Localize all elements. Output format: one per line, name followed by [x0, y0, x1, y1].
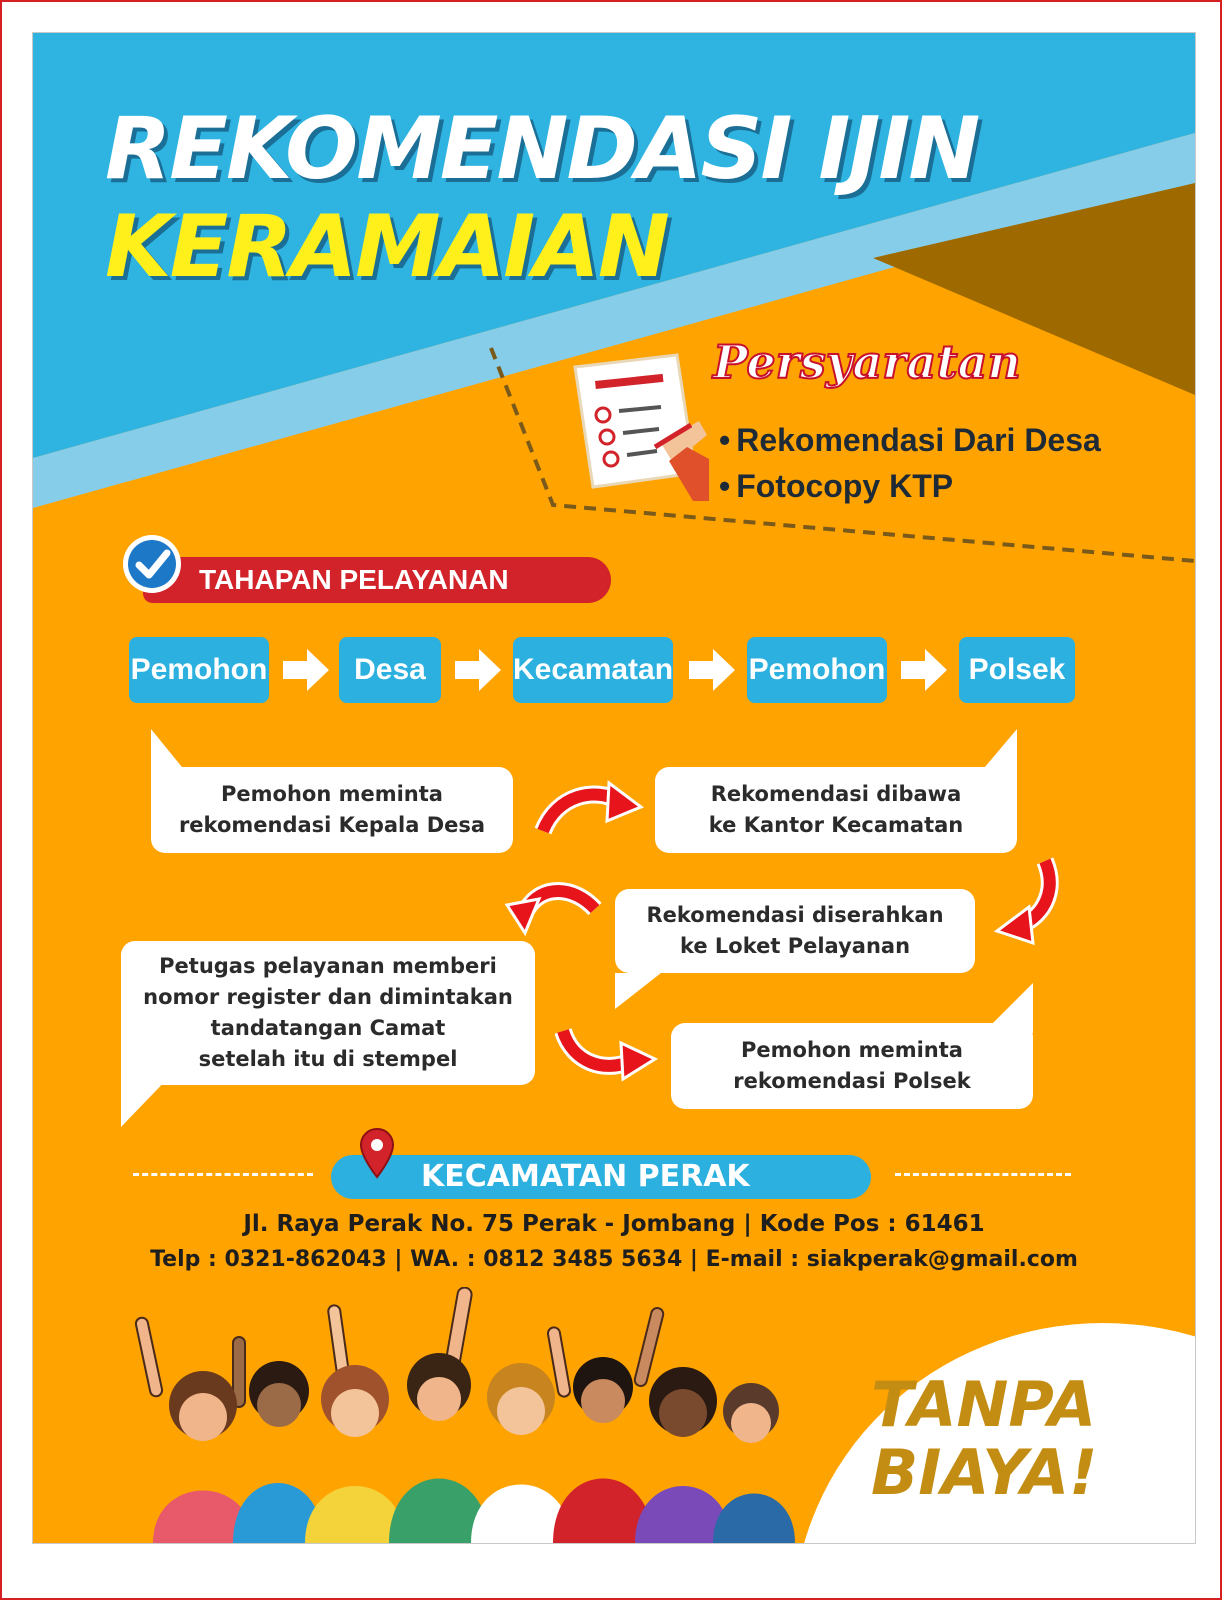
- crowd-illustration: [83, 1287, 803, 1543]
- divider-right: [895, 1173, 1071, 1176]
- title-line-1: REKOMENDASI IJIN: [105, 99, 979, 199]
- office-address: Jl. Raya Perak No. 75 Perak - Jombang | Kode Pos : 61461: [243, 1211, 985, 1237]
- title-line-2: KERAMAIAN: [105, 197, 668, 297]
- office-name: KECAMATAN PERAK: [421, 1159, 750, 1194]
- curved-arrow-icon: [991, 855, 1063, 945]
- step-bubble-5: Pemohon meminta rekomendasi Polsek: [671, 1023, 1033, 1109]
- office-contact: Telp : 0321-862043 | WA. : 0812 3485 5634 | E-mail : siakperak@gmail.com: [150, 1247, 1078, 1272]
- flow-step-pemohon: Pemohon: [129, 637, 269, 703]
- step-bubble-2: Rekomendasi dibawa ke Kantor Kecamatan: [655, 767, 1017, 853]
- office-banner: [331, 1155, 871, 1199]
- flow-step-desa: Desa: [339, 637, 441, 703]
- curved-arrow-icon: [535, 777, 647, 841]
- curved-arrow-icon: [503, 879, 603, 937]
- step-bubble-1: Pemohon meminta rekomendasi Kepala Desa: [151, 767, 513, 853]
- step-bubble-4: Petugas pelayanan memberi nomor register dan dimintakan tandatangan Camat setelah itu di stempel: [121, 941, 535, 1085]
- step-bubble-3: Rekomendasi diserahkan ke Loket Pelayanan: [615, 889, 975, 973]
- poster: [32, 32, 1196, 1544]
- requirement-item: • Fotocopy KTP: [719, 463, 1101, 509]
- flow-step-pemohon-2: Pemohon: [747, 637, 887, 703]
- flow-step-kecamatan: Kecamatan: [513, 637, 673, 703]
- location-pin-icon: [359, 1127, 395, 1179]
- free-text: TANPA BIAYA!: [871, 1368, 1098, 1509]
- requirements-heading: Persyaratan: [713, 335, 1021, 389]
- requirement-item: • Rekomendasi Dari Desa: [719, 417, 1101, 463]
- stages-heading: TAHAPAN PELAYANAN: [199, 564, 509, 595]
- flow-step-polsek: Polsek: [959, 637, 1075, 703]
- curved-arrow-icon: [555, 1021, 659, 1083]
- divider-left: [133, 1173, 313, 1176]
